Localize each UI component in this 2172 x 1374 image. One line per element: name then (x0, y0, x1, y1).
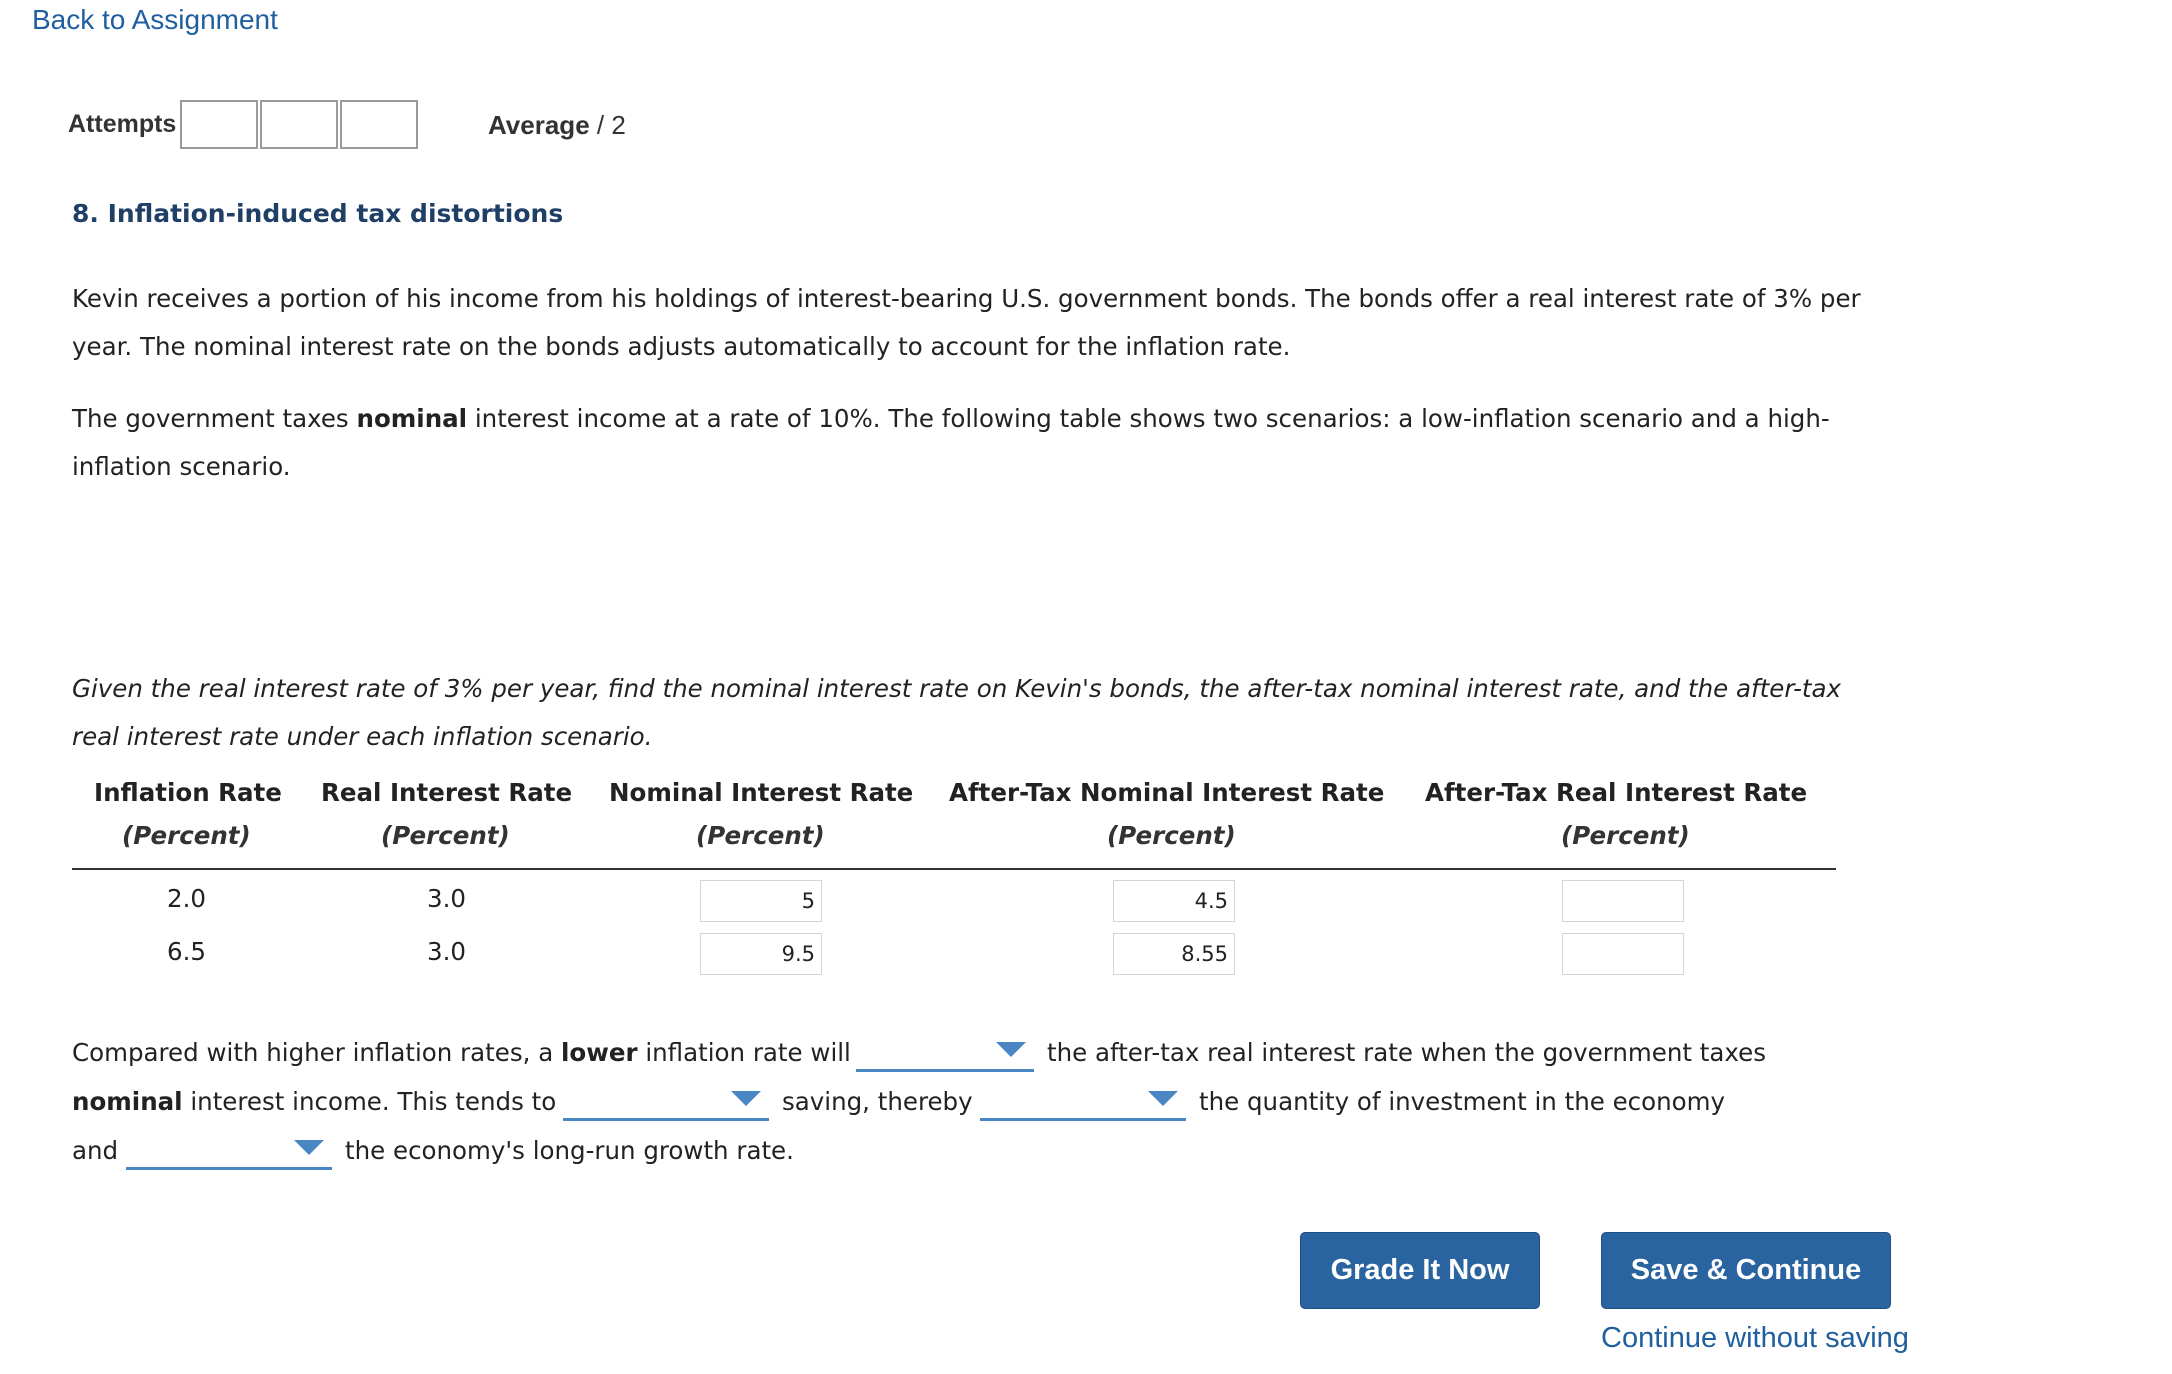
dropdown-arrow-icon (996, 1042, 1026, 1057)
nominal-rate-input[interactable]: 9.5 (700, 933, 822, 975)
subheader-percent: (Percent) (696, 821, 825, 850)
blank-sentence-3-start: and (72, 1136, 119, 1165)
para2-text-after: interest income at a rate of 10%. The following table shows two scenarios: a low-inflation scenario and a high-inflation scenario. (72, 404, 1830, 481)
sentence-bold: lower (561, 1038, 638, 1067)
after-tax-nominal-rate-input[interactable]: 4.5 (1113, 880, 1235, 922)
dropdown-effect-investment[interactable] (980, 1081, 1186, 1121)
continue-without-saving-link[interactable]: Continue without saving (1601, 1322, 1909, 1354)
dropdown-effect-growth[interactable] (126, 1130, 332, 1170)
dropdown-effect-real-rate[interactable] (856, 1032, 1034, 1072)
grade-it-now-button[interactable]: Grade It Now (1300, 1232, 1540, 1309)
question-paragraph-1: Kevin receives a portion of his income from his holdings of interest-bearing U.S. government bonds. The bonds offer a real interest rate of 3% per year. The nominal interest rate on the bonds adjusts automatically to account for the inflation rate. (72, 284, 1861, 361)
header-inflation-rate: Inflation Rate (94, 778, 282, 807)
dropdown-arrow-icon (294, 1140, 324, 1155)
header-nominal-interest-rate: Nominal Interest Rate (609, 778, 914, 807)
para2-bold: nominal (356, 404, 468, 433)
header-after-tax-nominal-interest-rate: After-Tax Nominal Interest Rate (949, 778, 1385, 807)
subheader-percent: (Percent) (1107, 821, 1236, 850)
subheader-percent: (Percent) (381, 821, 510, 850)
blank-sentence-2-mid: saving, thereby (782, 1087, 973, 1116)
question-title: 8. Inflation-induced tax distortions (72, 199, 564, 228)
sentence-text: inflation rate will (637, 1038, 851, 1067)
question-paragraph-2 (72, 395, 1892, 491)
after-tax-real-rate-input[interactable] (1562, 880, 1684, 922)
after-tax-real-rate-input[interactable] (1562, 933, 1684, 975)
dropdown-arrow-icon (731, 1091, 761, 1106)
attempt-box (180, 100, 258, 149)
blank-sentence-3-end: the economy's long-run growth rate. (345, 1136, 794, 1165)
back-to-assignment-link[interactable]: Back to Assignment (32, 4, 278, 35)
attempt-box (260, 100, 338, 149)
average-value: / 2 (596, 110, 626, 140)
cell-real-interest-rate: 3.0 (427, 937, 466, 966)
average-label: Average (488, 110, 590, 140)
blank-sentence-1-end: the after-tax real interest rate when the government taxes (1047, 1038, 1766, 1067)
cell-real-interest-rate: 3.0 (427, 884, 466, 913)
blank-sentence-2-start (72, 1087, 556, 1116)
sentence-text: Compared with higher inflation rates, a (72, 1038, 561, 1067)
instruction-text: Given the real interest rate of 3% per year, find the nominal interest rate on Kevin's bonds, the after-tax nominal interest rate, and the after-tax real interest rate under each inflation scenario. (72, 674, 1842, 751)
blank-sentence-1-start (72, 1038, 851, 1067)
after-tax-nominal-rate-input[interactable]: 8.55 (1113, 933, 1235, 975)
sentence-bold: nominal (72, 1087, 183, 1116)
dropdown-arrow-icon (1148, 1091, 1178, 1106)
save-and-continue-button[interactable]: Save & Continue (1601, 1232, 1891, 1309)
blank-sentence-2-end: the quantity of investment in the economy (1199, 1087, 1725, 1116)
nominal-rate-input[interactable]: 5 (700, 880, 822, 922)
subheader-percent: (Percent) (1561, 821, 1690, 850)
attempts-label: Attempts (68, 110, 177, 138)
para2-text: The government taxes (72, 404, 357, 433)
header-after-tax-real-interest-rate: After-Tax Real Interest Rate (1425, 778, 1808, 807)
sentence-text: interest income. This tends to (182, 1087, 557, 1116)
subheader-percent: (Percent) (122, 821, 251, 850)
table-header-rule (72, 868, 1836, 870)
dropdown-effect-saving[interactable] (563, 1081, 769, 1121)
header-real-interest-rate: Real Interest Rate (321, 778, 573, 807)
cell-inflation-rate: 2.0 (167, 884, 206, 913)
cell-inflation-rate: 6.5 (167, 937, 206, 966)
attempt-boxes (180, 100, 420, 149)
average-score (488, 110, 626, 141)
attempt-box (340, 100, 418, 149)
